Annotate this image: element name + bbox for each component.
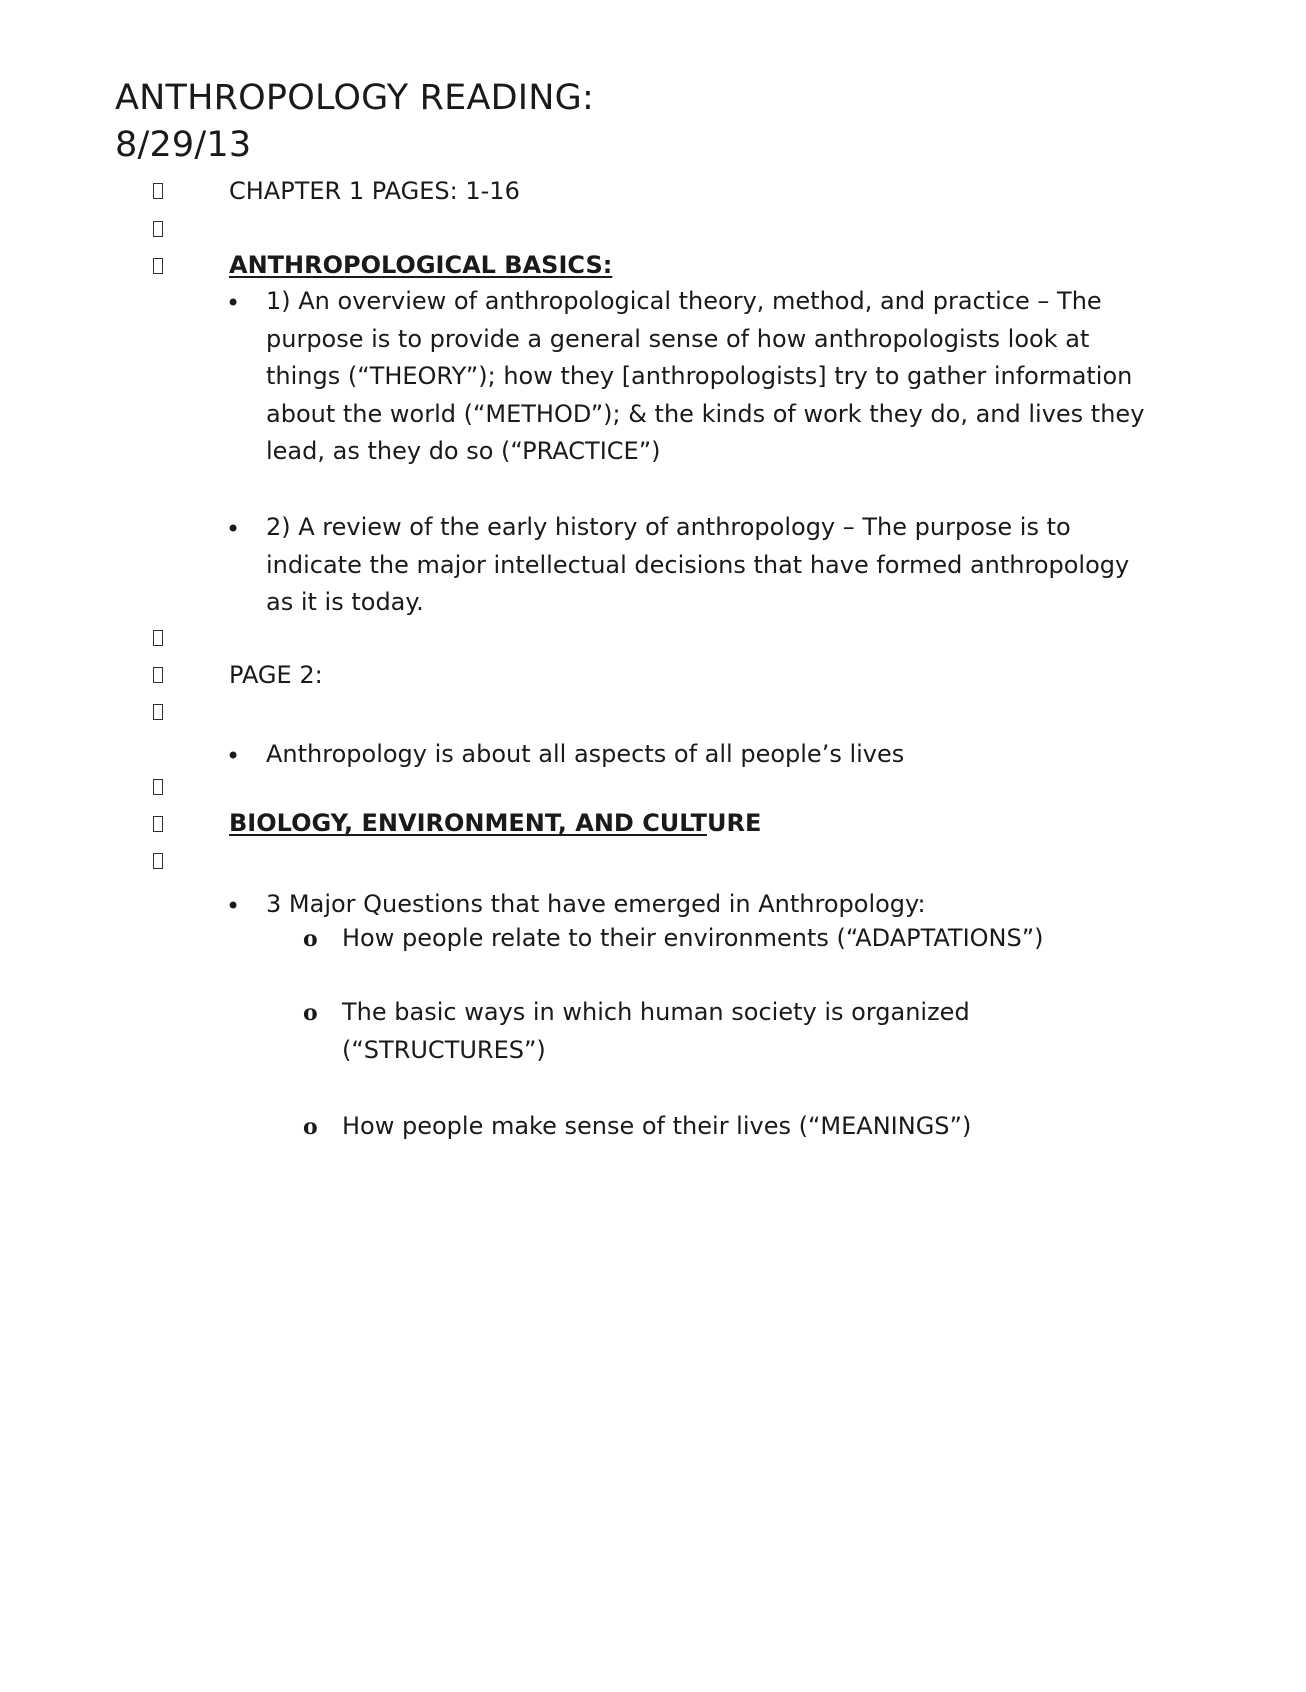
question-item-3: How people make sense of their lives (“MEANINGS”) [342,1112,972,1140]
questions-bullet: 3 Major Questions that have emerged in Anthropology: [266,890,926,918]
title-line-2: 8/29/13 [115,125,252,165]
bullet-dot: • [226,515,241,543]
sub-bullet-marker: o [303,1114,318,1140]
heading-biology-underlined: BIOLOGY, ENVIRONMENT, AND CULT [229,809,707,837]
sub-bullet-marker: o [303,1000,318,1026]
bullet-dot: • [226,742,241,770]
chapter-line: CHAPTER 1 PAGES: 1-16 [229,177,520,205]
sub-bullet-marker: o [303,926,318,952]
question-item-1: How people relate to their environments (“ADAPTATIONS”) [342,924,1044,952]
missing-glyph-icon [153,853,163,869]
missing-glyph-icon [153,704,163,720]
heading-biology-environment-culture [229,808,761,838]
basics-bullet-2: 2) A review of the early history of anthropology – The purpose is to indicate the major intellectual decisions that have formed anthropology as it is today. [266,513,1130,616]
page-title [115,75,594,169]
missing-glyph-icon [153,258,163,274]
missing-glyph-icon [153,779,163,795]
page-label: PAGE 2: [229,661,323,689]
heading-anthropological-basics: ANTHROPOLOGICAL BASICS: [229,251,613,279]
basics-bullet-1: 1) An overview of anthropological theory, method, and practice – The purpose is to provide a general sense of how anthropologists look at things (“THEORY”); how they [anthropologists] try to gather information about the world (“METHOD”); & the kinds of work they do, and lives they lead, as they do so (“PRACTICE”) [266,287,1145,465]
missing-glyph-icon [153,667,163,683]
bullet-dot: • [226,289,241,317]
question-item-2: The basic ways in which human society is organized (“STRUCTURES”) [342,998,970,1064]
page2-bullet: Anthropology is about all aspects of all people’s lives [266,740,905,768]
missing-glyph-icon [153,221,163,237]
missing-glyph-icon [153,183,163,199]
heading-biology-rest: URE [706,809,762,837]
title-line-1: ANTHROPOLOGY READING: [115,78,594,118]
missing-glyph-icon [153,816,163,832]
missing-glyph-icon [153,630,163,646]
bullet-dot: • [226,892,241,920]
